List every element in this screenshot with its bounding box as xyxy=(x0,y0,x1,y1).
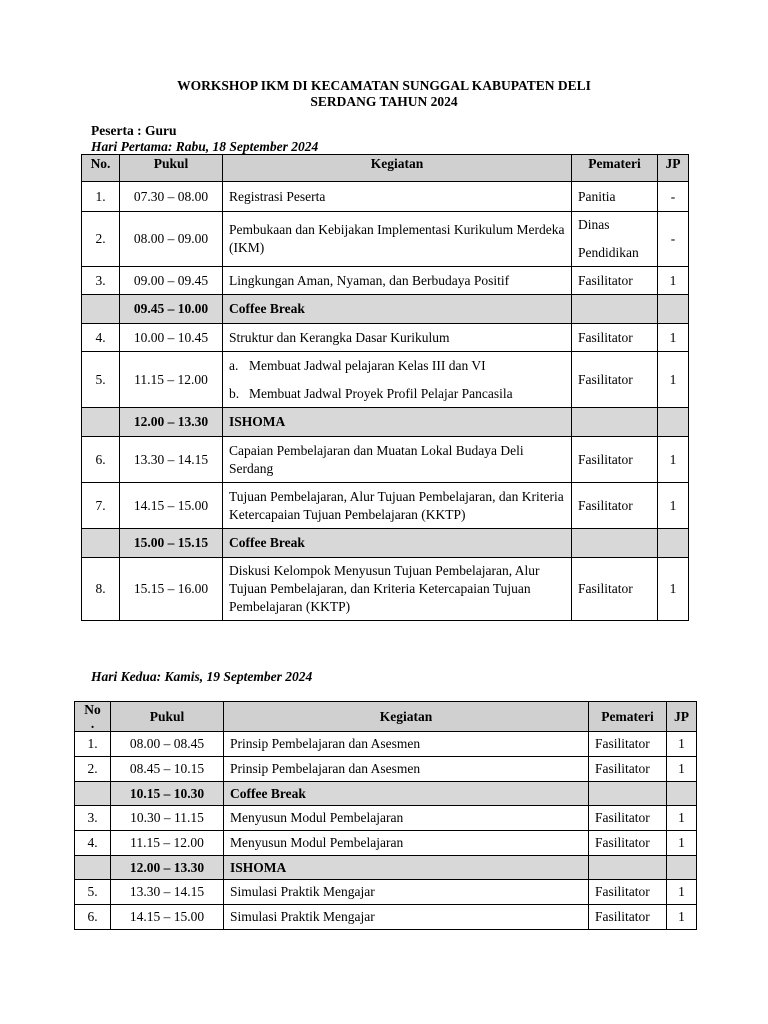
cell-kegiatan: Registrasi Peserta xyxy=(223,182,572,212)
cell-kegiatan: Diskusi Kelompok Menyusun Tujuan Pembelajaran, Alur Tujuan Pembelajaran, dan Kriteria Ketercapaian Tujuan Pembelajaran (KKTP) xyxy=(223,558,572,621)
break-row xyxy=(82,295,689,324)
day1-heading: Hari Pertama: Rabu, 18 September 2024 xyxy=(91,139,319,154)
table-row xyxy=(75,806,697,831)
table-row xyxy=(75,757,697,782)
header-no: No. xyxy=(82,155,120,182)
cell-pemateri: Fasilitator xyxy=(572,324,658,352)
cell-jp: 1 xyxy=(658,558,689,621)
table-row xyxy=(82,212,689,267)
cell-no xyxy=(82,408,120,437)
cell-pukul: 08.00 – 08.45 xyxy=(111,732,224,757)
cell-jp: - xyxy=(658,182,689,212)
cell-no: 1. xyxy=(82,182,120,212)
title-line-2: SERDANG TAHUN 2024 xyxy=(310,94,458,109)
cell-jp: - xyxy=(658,212,689,267)
cell-jp xyxy=(658,295,689,324)
list-marker: b. xyxy=(229,385,240,401)
cell-pemateri: Fasilitator xyxy=(572,483,658,529)
break-row xyxy=(82,408,689,437)
header-jp: JP xyxy=(667,702,697,732)
cell-jp xyxy=(667,782,697,806)
cell-pemateri: Fasilitator xyxy=(572,267,658,295)
cell-pukul: 07.30 – 08.00 xyxy=(120,182,223,212)
cell-pukul: 09.00 – 09.45 xyxy=(120,267,223,295)
day1-schedule-table xyxy=(81,154,689,621)
cell-pemateri: Fasilitator xyxy=(589,757,667,782)
table-row xyxy=(75,880,697,905)
cell-kegiatan: Coffee Break xyxy=(224,782,589,806)
table-header-row xyxy=(82,155,689,182)
header-pukul: Pukul xyxy=(120,155,223,182)
list-item-text: Membuat Jadwal Proyek Profil Pelajar Pancasila xyxy=(249,385,513,401)
cell-pukul: 10.00 – 10.45 xyxy=(120,324,223,352)
cell-no: 8. xyxy=(82,558,120,621)
table-row xyxy=(82,483,689,529)
cell-no: 4. xyxy=(75,831,111,856)
cell-no: 3. xyxy=(75,806,111,831)
cell-jp: 1 xyxy=(667,806,697,831)
break-row xyxy=(82,529,689,558)
table-header-row xyxy=(75,702,697,732)
cell-no: 3. xyxy=(82,267,120,295)
header-kegiatan: Kegiatan xyxy=(224,702,589,732)
cell-pemateri: Fasilitator xyxy=(589,880,667,905)
peserta-label: Peserta : Guru xyxy=(91,123,177,138)
cell-no: 5. xyxy=(75,880,111,905)
document-title xyxy=(60,78,708,110)
cell-pemateri xyxy=(589,856,667,880)
header-kegiatan: Kegiatan xyxy=(223,155,572,182)
cell-kegiatan: Prinsip Pembelajaran dan Asesmen xyxy=(224,757,589,782)
cell-no: 7. xyxy=(82,483,120,529)
cell-kegiatan: Simulasi Praktik Mengajar xyxy=(224,880,589,905)
cell-kegiatan: Menyusun Modul Pembelajaran xyxy=(224,806,589,831)
header-pukul: Pukul xyxy=(111,702,224,732)
cell-kegiatan: Struktur dan Kerangka Dasar Kurikulum xyxy=(223,324,572,352)
cell-pemateri xyxy=(572,408,658,437)
cell-jp: 1 xyxy=(667,905,697,930)
table-row xyxy=(82,182,689,212)
cell-pemateri: Fasilitator xyxy=(572,352,658,408)
cell-no xyxy=(75,856,111,880)
day2-heading: Hari Kedua: Kamis, 19 September 2024 xyxy=(91,669,313,684)
cell-kegiatan: Tujuan Pembelajaran, Alur Tujuan Pembelajaran, dan Kriteria Ketercapaian Tujuan Pembelajaran (KKTP) xyxy=(223,483,572,529)
pemateri-line-2: Pendidikan xyxy=(578,245,639,260)
table-row xyxy=(75,831,697,856)
title-line-1: WORKSHOP IKM DI KECAMATAN SUNGGAL KABUPATEN DELI xyxy=(177,78,591,93)
cell-pukul: 14.15 – 15.00 xyxy=(111,905,224,930)
table-row xyxy=(82,352,689,408)
cell-no xyxy=(75,782,111,806)
cell-jp xyxy=(667,856,697,880)
cell-kegiatan xyxy=(223,352,572,408)
cell-jp xyxy=(658,408,689,437)
cell-pemateri: Fasilitator xyxy=(589,905,667,930)
header-no-line-1: No xyxy=(84,701,101,717)
cell-pukul: 10.15 – 10.30 xyxy=(111,782,224,806)
cell-pukul: 08.45 – 10.15 xyxy=(111,757,224,782)
cell-no: 6. xyxy=(75,905,111,930)
cell-kegiatan: Menyusun Modul Pembelajaran xyxy=(224,831,589,856)
cell-pemateri: Fasilitator xyxy=(589,732,667,757)
table-row xyxy=(82,324,689,352)
cell-jp: 1 xyxy=(658,483,689,529)
cell-kegiatan: Pembukaan dan Kebijakan Implementasi Kurikulum Merdeka (IKM) xyxy=(223,212,572,267)
cell-jp: 1 xyxy=(667,757,697,782)
cell-pukul: 14.15 – 15.00 xyxy=(120,483,223,529)
cell-no: 5. xyxy=(82,352,120,408)
cell-pukul: 10.30 – 11.15 xyxy=(111,806,224,831)
table-row xyxy=(82,267,689,295)
list-item xyxy=(229,385,565,403)
cell-kegiatan: Coffee Break xyxy=(223,295,572,324)
cell-pukul: 09.45 – 10.00 xyxy=(120,295,223,324)
cell-kegiatan: ISHOMA xyxy=(223,408,572,437)
break-row xyxy=(75,856,697,880)
pemateri-line-1: Dinas xyxy=(578,217,610,232)
cell-pukul: 15.15 – 16.00 xyxy=(120,558,223,621)
cell-pukul: 13.30 – 14.15 xyxy=(111,880,224,905)
cell-pukul: 08.00 – 09.00 xyxy=(120,212,223,267)
cell-pukul: 15.00 – 15.15 xyxy=(120,529,223,558)
cell-pemateri: Fasilitator xyxy=(589,806,667,831)
list-item xyxy=(229,357,565,375)
header-no xyxy=(75,702,111,732)
break-row xyxy=(75,782,697,806)
cell-no xyxy=(82,529,120,558)
activity-list xyxy=(229,357,565,403)
header-jp: JP xyxy=(658,155,689,182)
cell-jp: 1 xyxy=(658,267,689,295)
cell-pemateri: Fasilitator xyxy=(572,437,658,483)
cell-pukul: 11.15 – 12.00 xyxy=(111,831,224,856)
cell-no: 6. xyxy=(82,437,120,483)
header-no-line-2: . xyxy=(90,715,95,731)
day2-schedule-table xyxy=(74,701,697,930)
cell-no: 2. xyxy=(82,212,120,267)
cell-pemateri xyxy=(572,212,658,267)
header-pemateri: Pemateri xyxy=(572,155,658,182)
cell-no: 1. xyxy=(75,732,111,757)
cell-jp: 1 xyxy=(667,732,697,757)
cell-pemateri xyxy=(572,529,658,558)
cell-jp: 1 xyxy=(658,352,689,408)
list-item-text: Membuat Jadwal pelajaran Kelas III dan VI xyxy=(249,357,486,373)
table-row xyxy=(75,905,697,930)
cell-kegiatan: Capaian Pembelajaran dan Muatan Lokal Budaya Deli Serdang xyxy=(223,437,572,483)
cell-jp: 1 xyxy=(658,324,689,352)
cell-kegiatan: Simulasi Praktik Mengajar xyxy=(224,905,589,930)
cell-kegiatan: Coffee Break xyxy=(223,529,572,558)
cell-kegiatan: ISHOMA xyxy=(224,856,589,880)
cell-pukul: 13.30 – 14.15 xyxy=(120,437,223,483)
cell-jp: 1 xyxy=(667,880,697,905)
table-row xyxy=(75,732,697,757)
cell-no: 4. xyxy=(82,324,120,352)
cell-pukul: 12.00 – 13.30 xyxy=(111,856,224,880)
cell-no: 2. xyxy=(75,757,111,782)
cell-kegiatan: Prinsip Pembelajaran dan Asesmen xyxy=(224,732,589,757)
cell-pemateri: Fasilitator xyxy=(572,558,658,621)
header-pemateri: Pemateri xyxy=(589,702,667,732)
table-row xyxy=(82,437,689,483)
cell-pemateri xyxy=(572,295,658,324)
cell-pemateri: Panitia xyxy=(572,182,658,212)
cell-jp: 1 xyxy=(667,831,697,856)
table-row xyxy=(82,558,689,621)
cell-kegiatan: Lingkungan Aman, Nyaman, dan Berbudaya Positif xyxy=(223,267,572,295)
cell-jp xyxy=(658,529,689,558)
cell-jp: 1 xyxy=(658,437,689,483)
cell-pukul: 12.00 – 13.30 xyxy=(120,408,223,437)
cell-pemateri: Fasilitator xyxy=(589,831,667,856)
list-marker: a. xyxy=(229,357,239,373)
cell-pemateri xyxy=(589,782,667,806)
cell-no xyxy=(82,295,120,324)
cell-pukul: 11.15 – 12.00 xyxy=(120,352,223,408)
